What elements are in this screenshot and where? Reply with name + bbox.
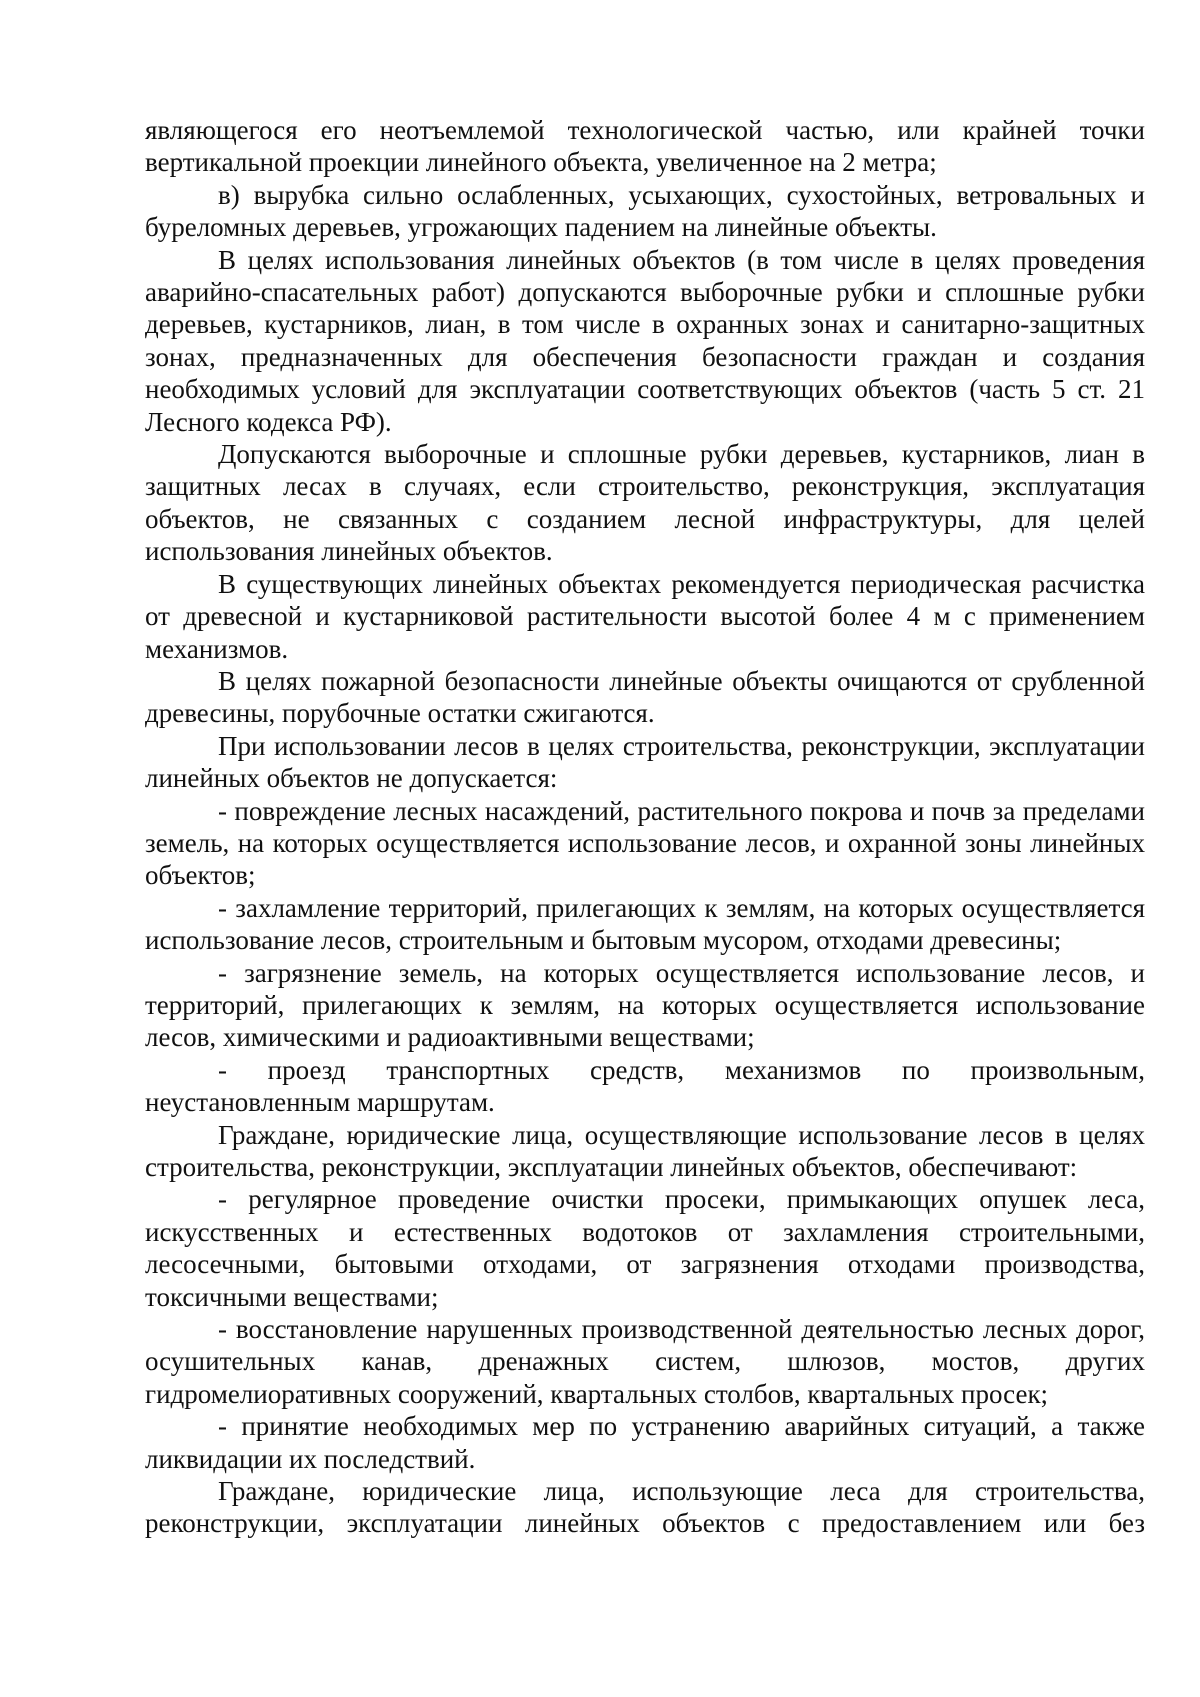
paragraph-obligations: Граждане, юридические лица, осуществляющие использование лесов в целях строительства, реконструкции, эксплуатации линейных объектов, обеспечивают: <box>145 1119 1145 1182</box>
paragraph-clause-v: в) вырубка сильно ослабленных, усыхающих, сухостойных, ветровальных и буреломных деревьев, угрожающих падением на линейные объекты. <box>145 179 1145 243</box>
list-item-pollution: - загрязнение земель, на которых осуществляется использование лесов, и территорий, прилегающих к землям, на которых осуществляется использование лесов, химическими и радиоактивными веществами; <box>145 957 1145 1053</box>
list-item-restoration: - восстановление нарушенных производственной деятельностью лесных дорог, осушительных канав, дренажных систем, шлюзов, мостов, других гидромелиоративных сооружений, квартальных столбов, квартальных просек; <box>145 1314 1145 1409</box>
paragraph-fire-safety: В целях пожарной безопасности линейные объекты очищаются от срубленной древесины, порубочные остатки сжигаются. <box>145 665 1145 729</box>
list-item-cleaning: - регулярное проведение очистки просеки, примыкающих опушек леса, искусственных и естественных водотоков от захламления строительными, лесосечными, бытовыми отходами, от загрязнения отходами производства, токсичными веществами; <box>145 1184 1145 1312</box>
list-item-vehicle-passage: - проезд транспортных средств, механизмов по произвольным, неустановленным маршрутам. <box>145 1054 1145 1118</box>
paragraph-clearing: В существующих линейных объектах рекомендуется периодическая расчистка от древесной и кустарниковой растительности высотой более 4 м с применением механизмов. <box>145 568 1145 664</box>
paragraph-citizens-legal-entities: Граждане, юридические лица, использующие леса для строительства, реконструкции, эксплуатации линейных объектов с предоставлением или без <box>145 1476 1145 1539</box>
paragraph-linear-objects-use: В целях использования линейных объектов (в том числе в целях проведения аварийно-спасательных работ) допускаются выборочные рубки и сплошные рубки деревьев, кустарников, лиан, в том числе в охранных зонах и санитарно-защитных зонах, предназначенных для обеспечения безопасности граждан и создания необходимых условий для эксплуатации соответствующих объектов (часть 5 ст. 21 Лесного кодекса РФ). <box>145 244 1145 437</box>
paragraph-not-allowed: При использовании лесов в целях строительства, реконструкции, эксплуатации линейных объектов не допускается: <box>145 730 1145 794</box>
list-item-emergency: - принятие необходимых мер по устранению аварийных ситуаций, а также ликвидации их последствий. <box>145 1411 1145 1474</box>
list-item-damage: - повреждение лесных насаждений, растительного покрова и почв за пределами земель, на которых осуществляется использование лесов, и охранной зоны линейных объектов; <box>145 795 1145 891</box>
paragraph-continuation: являющегося его неотъемлемой технологической частью, или крайней точки вертикальной проекции линейного объекта, увеличенное на 2 метра; <box>145 115 1145 178</box>
paragraph-protective-forests: Допускаются выборочные и сплошные рубки деревьев, кустарников, лиан в защитных лесах в случаях, если строительство, реконструкция, эксплуатация объектов, не связанных с созданием лесной инфраструктуры, для целей использования линейных объектов. <box>145 439 1145 567</box>
list-item-littering: - захламление территорий, прилегающих к землям, на которых осуществляется использование лесов, строительным и бытовым мусором, отходами древесины; <box>145 892 1145 956</box>
document-body <box>145 114 1145 1540</box>
